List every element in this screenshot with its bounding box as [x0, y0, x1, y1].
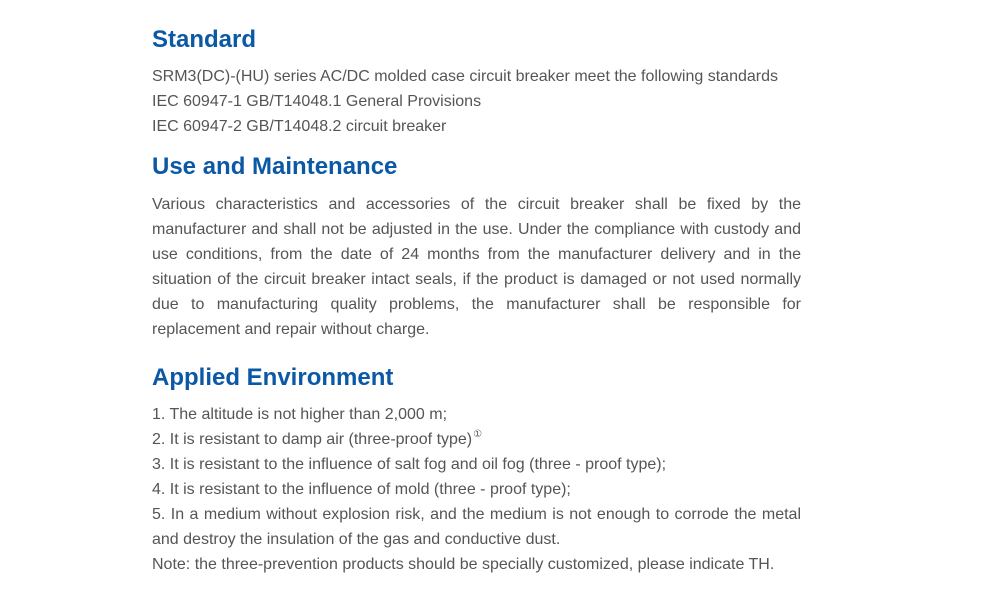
environment-note: Note: the three-prevention products should be specially customized, please indicate TH.: [152, 556, 775, 573]
environment-item: 3. It is resistant to the influence of salt fog and oil fog (three - proof type);: [152, 456, 667, 473]
standard-line: IEC 60947-2 GB/T14048.2 circuit breaker: [152, 118, 447, 135]
environment-item: 1. The altitude is not higher than 2,000 m;: [152, 406, 448, 423]
standard-list: [152, 64, 778, 139]
environment-item-text: 2. It is resistant to damp air (three-proof type): [152, 431, 473, 448]
use-maintenance-paragraph: Various characteristics and accessories of the circuit breaker shall be fixed by the manufacturer and shall not be adjusted in the use. Under the compliance with custody and use conditions, from the date of 24 months from the manufacturer delivery and in the situation of the circuit breaker intact seals, if the product is damaged or not used normally due to manufacturing quality problems, the manufacturer shall be responsible for replacement and repair without charge.: [152, 196, 801, 338]
applied-environment-heading: Applied Environment: [152, 364, 394, 391]
standard-line: IEC 60947-1 GB/T14048.1 General Provisions: [152, 93, 482, 110]
use-maintenance-heading: Use and Maintenance: [152, 153, 398, 180]
environment-item: [152, 427, 801, 452]
footnote-mark: ①: [473, 429, 483, 440]
environment-item: 4. It is resistant to the influence of mold (three - proof type);: [152, 481, 571, 498]
environment-item: 5. In a medium without explosion risk, and the medium is not enough to corrode the metal and destroy the insulation of the gas and conductive dust.: [152, 506, 801, 548]
applied-environment-list: [152, 402, 801, 577]
standard-line: SRM3(DC)-(HU) series AC/DC molded case circuit breaker meet the following standards: [152, 68, 778, 85]
standard-heading: Standard: [152, 26, 257, 53]
